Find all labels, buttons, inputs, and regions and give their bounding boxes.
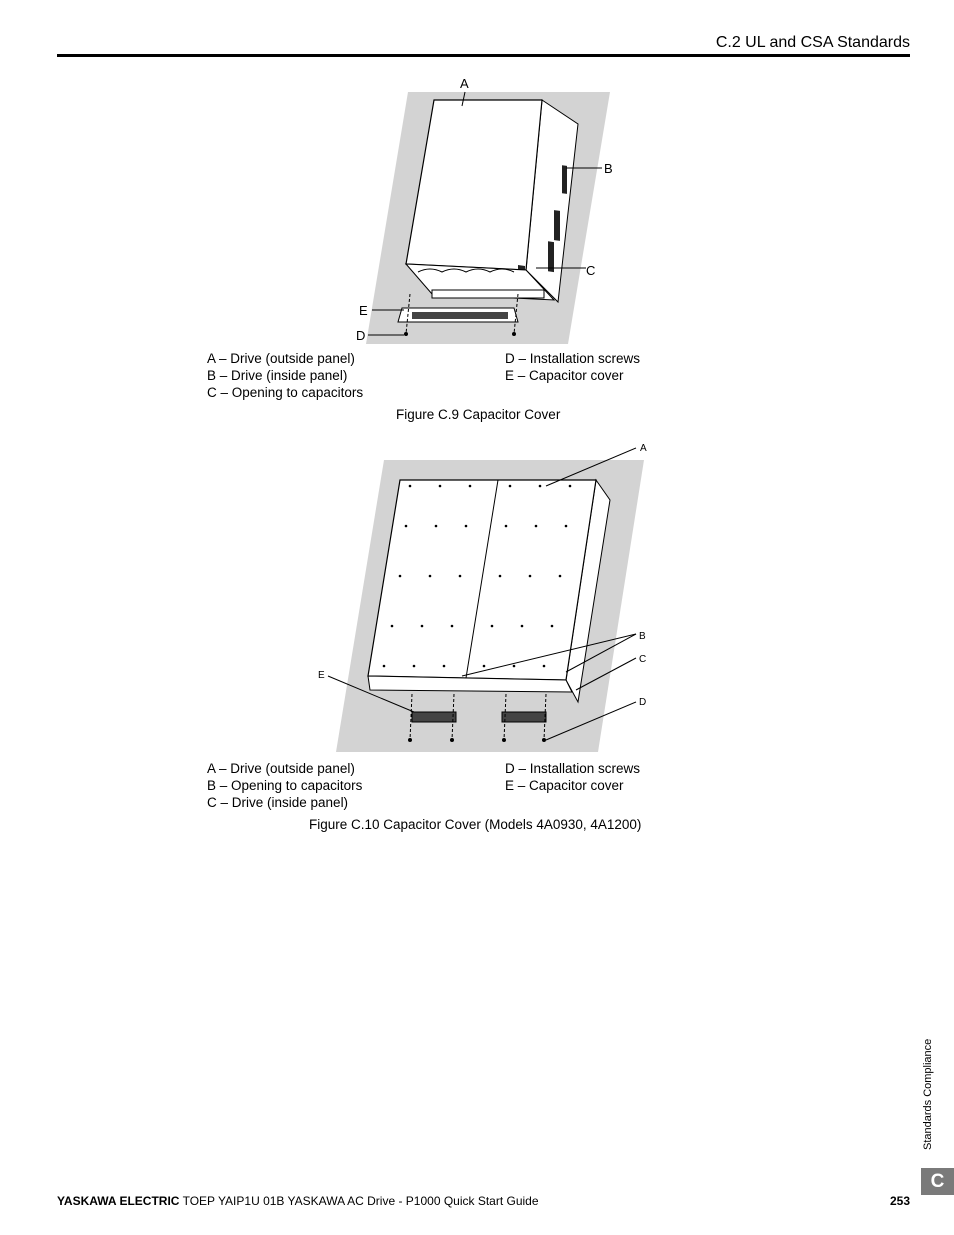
header-rule [57, 54, 910, 57]
figure-c10-illustration [310, 440, 670, 755]
legend-item: D – Installation screws [505, 761, 641, 776]
mount-bracket [432, 290, 544, 298]
callout-d: D [639, 697, 647, 708]
legend-item: B – Drive (inside panel) [207, 368, 348, 383]
legend-item: E – Capacitor cover [505, 368, 624, 383]
figure-c9-illustration [340, 72, 640, 352]
footer-doc-title: TOEP YAIP1U 01B YASKAWA AC Drive - P1000 Quick Start Guide [179, 1194, 539, 1208]
figure-c9-caption: Figure C.9 Capacitor Cover [396, 407, 561, 422]
legend-item: B – Opening to capacitors [207, 778, 363, 793]
callout-e: E [359, 303, 368, 318]
legend-item: D – Installation screws [505, 351, 641, 366]
page-number: 253 [889, 1194, 910, 1208]
figure-c9-legend-right [505, 350, 640, 384]
legend-item: A – Drive (outside panel) [207, 351, 355, 366]
cover-grille [412, 312, 508, 319]
figure-c10-legend-left [207, 760, 362, 811]
legend-item: C – Opening to capacitors [207, 385, 364, 400]
footer [57, 1194, 539, 1208]
callout-d: D [356, 328, 366, 343]
figure-c9-legend-left [207, 350, 363, 401]
callout-b: B [604, 161, 613, 176]
legend-item: C – Drive (inside panel) [207, 795, 349, 810]
callout-c: C [586, 263, 596, 278]
legend-item: A – Drive (outside panel) [207, 761, 355, 776]
callout-a: A [640, 443, 647, 454]
footer-brand: YASKAWA ELECTRIC [57, 1194, 180, 1208]
section-title: C.2 UL and CSA Standards [715, 34, 910, 51]
callout-a: A [460, 76, 469, 91]
figure-c10-legend-right [505, 760, 640, 794]
side-section-text: Standards Compliance [922, 1038, 934, 1150]
figure-c10-caption: Figure C.10 Capacitor Cover (Models 4A0930, 4A1200) [309, 817, 642, 832]
legend-item: E – Capacitor cover [505, 778, 624, 793]
callout-c: C [639, 654, 647, 665]
section-tab: C [921, 1168, 954, 1195]
callout-e: E [318, 670, 325, 681]
callout-b: B [639, 631, 646, 642]
